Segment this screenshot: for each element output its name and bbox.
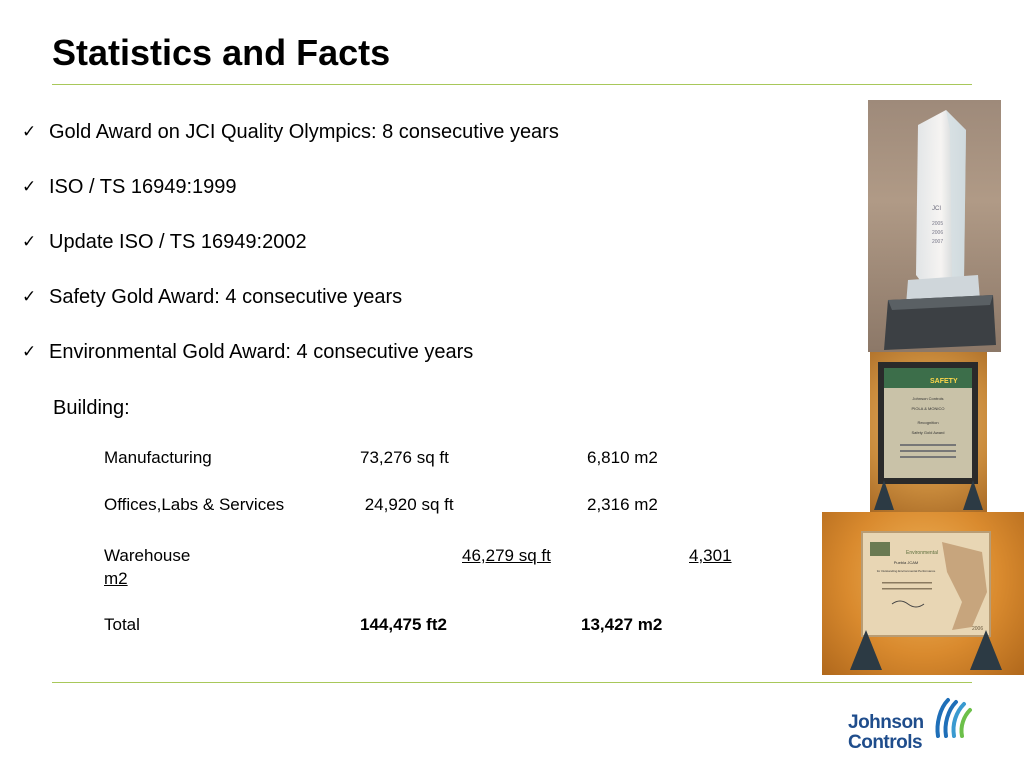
logo-text-line1: Johnson — [848, 712, 924, 733]
building-sqft-total: 144,475 ft2 — [360, 615, 447, 634]
bullet-item — [22, 340, 559, 395]
building-m2: 6,810 m2 — [587, 448, 658, 467]
trophy-plate-line: JCI — [932, 206, 941, 212]
building-m2: 2,316 m2 — [587, 495, 658, 514]
building-name: Offices,Labs & Services — [104, 495, 285, 514]
building-name: Warehouse — [104, 546, 191, 565]
bullet-text: ISO / TS 16949:1999 — [49, 176, 237, 198]
bottom-divider — [52, 682, 972, 683]
environmental-plaque-illustration — [822, 512, 1024, 675]
building-m2-total: 13,427 m2 — [581, 615, 663, 634]
building-name: Total — [104, 615, 140, 634]
bullet-text: Update ISO / TS 16949:2002 — [49, 231, 307, 253]
trophy-plate-line: 2005 — [932, 221, 944, 227]
safety-plaque-photo — [870, 352, 987, 512]
safety-plaque-line: Recognition — [917, 420, 939, 425]
env-plaque-line: Environmental — [906, 550, 938, 556]
bullet-item — [22, 285, 559, 340]
company-logo — [848, 696, 978, 758]
bullet-text: Safety Gold Award: 4 consecutive years — [49, 286, 403, 308]
trophy-illustration — [868, 100, 1001, 352]
environmental-plaque-photo — [822, 512, 1024, 675]
check-icon: ✓ — [22, 287, 37, 306]
trophy-photo — [868, 100, 1001, 352]
check-icon: ✓ — [22, 122, 37, 141]
page-title: Statistics and Facts — [52, 32, 391, 73]
bullet-item — [22, 175, 559, 230]
building-sqft: 24,920 sq ft — [360, 495, 454, 514]
bullet-item — [22, 230, 559, 285]
safety-plaque-header: SAFETY — [930, 378, 958, 385]
safety-plaque-line: PIOLA & MONICO — [911, 406, 945, 411]
check-icon: ✓ — [22, 177, 37, 196]
check-icon: ✓ — [22, 232, 37, 251]
logo-mark-icon — [932, 696, 974, 740]
bullet-item — [22, 120, 559, 175]
safety-plaque-line: Safety Gold Award — [911, 430, 945, 435]
building-m2: 4,301 — [689, 546, 732, 565]
building-sqft: 46,279 sq ft — [462, 546, 551, 565]
logo-text-line2: Controls — [848, 732, 923, 753]
building-name: Manufacturing — [104, 448, 212, 467]
bullet-list — [22, 120, 559, 395]
env-plaque-line: for Outstanding Environmental Performance — [876, 569, 936, 573]
bullet-text: Environmental Gold Award: 4 consecutive years — [49, 341, 474, 363]
env-plaque-year: 2006 — [972, 626, 984, 632]
safety-plaque-line: Johnson Controls — [912, 396, 944, 401]
building-label: Building: — [53, 397, 130, 419]
building-m2-unit: m2 — [104, 569, 128, 588]
trophy-plate-line: 2006 — [932, 230, 944, 236]
bullet-text: Gold Award on JCI Quality Olympics: 8 consecutive years — [49, 121, 559, 143]
building-sqft: 73,276 sq ft — [360, 448, 449, 467]
env-plaque-line: Puebla JCAM — [893, 560, 919, 565]
safety-plaque-illustration — [870, 352, 987, 512]
check-icon: ✓ — [22, 342, 37, 361]
trophy-plate-line: 2007 — [932, 239, 944, 245]
top-divider — [52, 84, 972, 85]
